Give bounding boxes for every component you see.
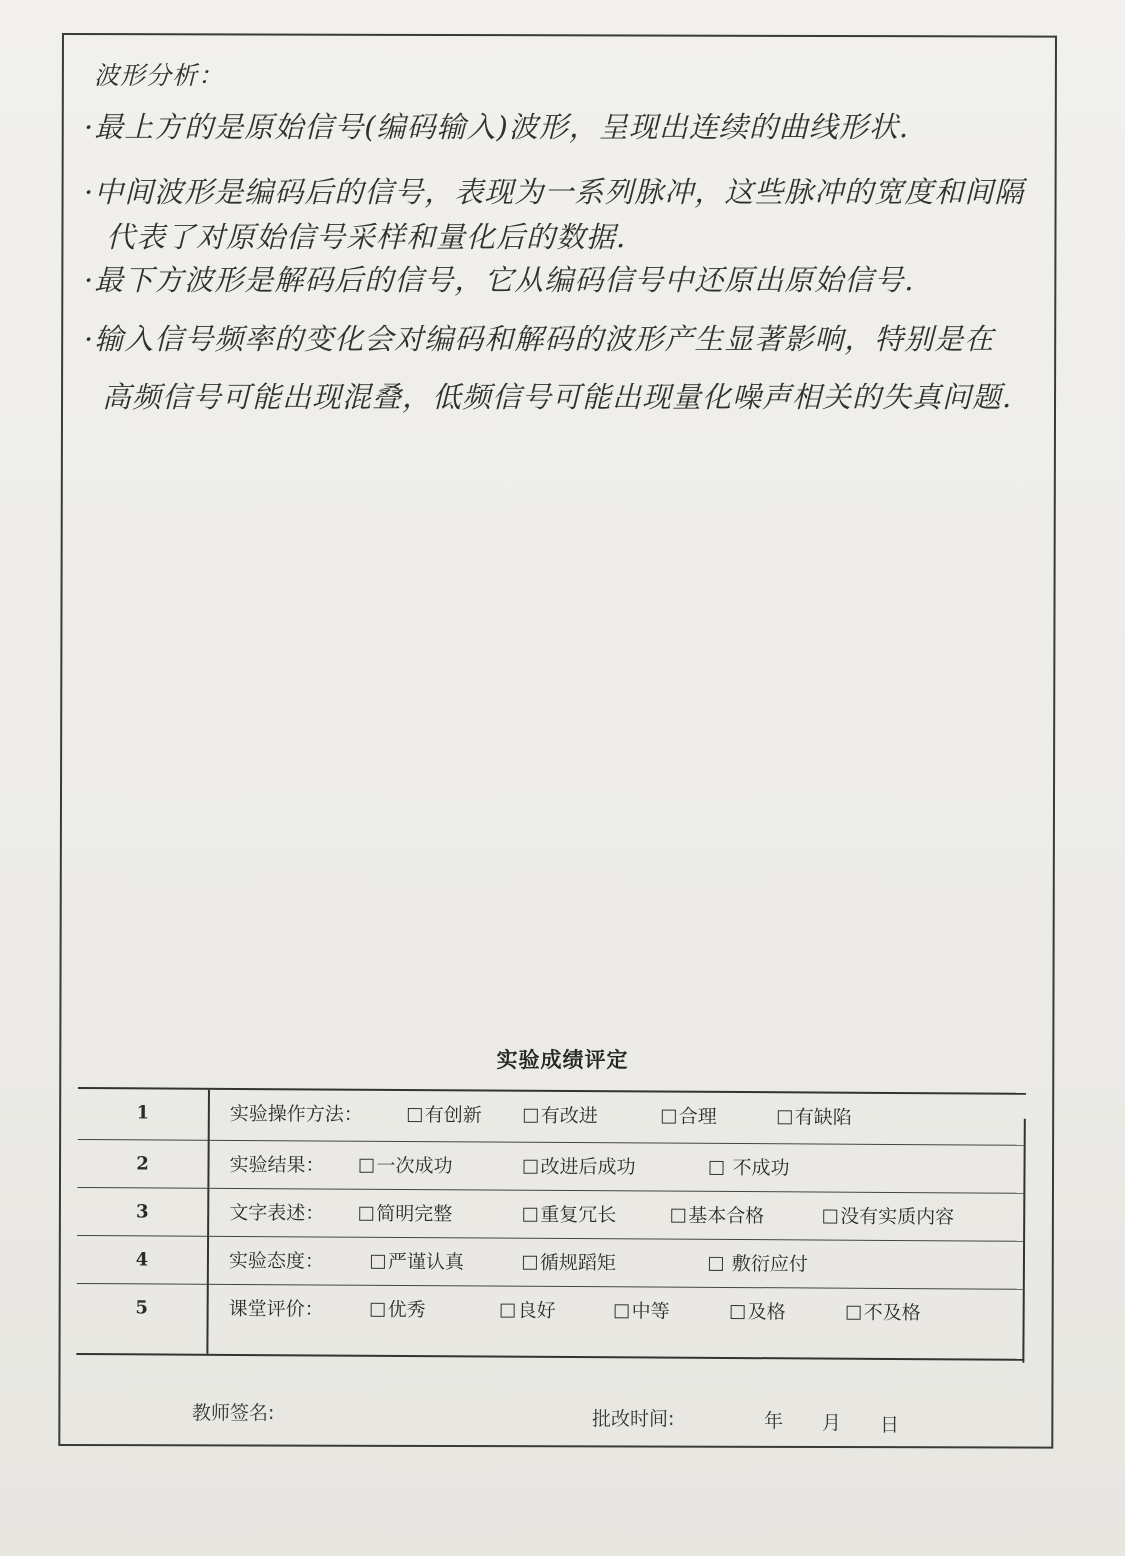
notes-line-4: ·最下方波形是解码后的信号，它从编码信号中还原出原始信号. (84, 263, 915, 297)
checkbox-option[interactable]: 严谨认真 (371, 1238, 464, 1287)
notes-line-6: 高频信号可能出现混叠，低频信号可能出现量化噪声相关的失真问题. (102, 380, 1013, 414)
checkbox-option[interactable]: 没有实质内容 (823, 1193, 954, 1242)
checkbox-option[interactable]: 有创新 (408, 1091, 482, 1139)
checkbox-icon[interactable] (847, 1306, 861, 1320)
checkbox-icon[interactable] (709, 1257, 723, 1271)
month-label: 月 (822, 1412, 842, 1434)
table-row (76, 1284, 1024, 1361)
checkbox-icon[interactable] (523, 1208, 537, 1222)
checkbox-icon[interactable] (371, 1255, 385, 1269)
checkbox-option[interactable]: 合理 (662, 1093, 717, 1141)
notes-line-3: 代表了对原始信号采样和量化后的数据. (106, 220, 627, 254)
checkbox-option[interactable]: 良好 (500, 1287, 555, 1335)
checkbox-option[interactable]: 有改进 (524, 1092, 598, 1140)
checkbox-icon[interactable] (359, 1207, 373, 1221)
row-number: 4 (135, 1249, 149, 1271)
row-label: 实验结果： (229, 1153, 325, 1177)
row-label: 实验态度： (228, 1249, 325, 1273)
checkbox-icon[interactable] (523, 1256, 537, 1270)
notes-line-1: ·最上方的是原始信号(编码输入)波形，呈现出连续的曲线形状. (84, 110, 910, 144)
table-row (77, 1188, 1025, 1242)
notes-line-2: ·中间波形是编码后的信号，表现为一系列脉冲，这些脉冲的宽度和间隔 (84, 175, 1025, 209)
checkbox-option[interactable]: 重复冗长 (523, 1191, 616, 1240)
checkbox-option[interactable]: 及格 (730, 1288, 785, 1336)
checkbox-icon[interactable] (778, 1110, 792, 1124)
checkbox-icon[interactable] (671, 1209, 685, 1223)
checkbox-option[interactable]: 一次成功 (359, 1142, 452, 1191)
row-label: 课堂评价： (228, 1297, 324, 1321)
checkbox-icon[interactable] (662, 1110, 676, 1124)
checkbox-option[interactable]: 基本合格 (671, 1192, 764, 1241)
checkbox-option[interactable]: 有缺陷 (778, 1093, 852, 1141)
checkbox-icon[interactable] (371, 1303, 385, 1317)
checkbox-icon[interactable] (823, 1210, 837, 1224)
table-row (77, 1140, 1025, 1194)
checkbox-icon[interactable] (731, 1305, 745, 1319)
evaluation-table (76, 1087, 1026, 1361)
checkbox-option[interactable]: 简明完整 (359, 1190, 452, 1239)
evaluation-title: 实验成绩评定 (496, 1048, 629, 1072)
row-number: 2 (136, 1153, 149, 1175)
row-label: 文字表述： (229, 1201, 325, 1225)
handwritten-notes (84, 55, 1054, 414)
row-number: 1 (136, 1102, 150, 1124)
checkbox-option[interactable]: 优秀 (370, 1286, 425, 1334)
checkbox-icon[interactable] (709, 1161, 723, 1175)
notes-title: 波形分析： (94, 61, 225, 90)
checkbox-icon[interactable] (359, 1159, 373, 1173)
notes-line-5: ·输入信号频率的变化会对编码和解码的波形产生显著影响，特别是在 (84, 322, 995, 356)
review-time-label: 批改时间: (592, 1408, 675, 1430)
table-row (77, 1236, 1025, 1290)
checkbox-icon[interactable] (523, 1160, 537, 1174)
year-label: 年 (764, 1410, 784, 1432)
checkbox-option[interactable]: 不成功 (709, 1144, 789, 1192)
checkbox-option[interactable]: 不及格 (846, 1289, 920, 1337)
table-row (78, 1089, 1026, 1146)
checkbox-option[interactable]: 中等 (614, 1287, 669, 1335)
checkbox-option[interactable]: 敷衍应付 (709, 1240, 808, 1289)
row-label: 实验操作方法： (229, 1102, 363, 1126)
day-label: 日 (880, 1414, 900, 1436)
checkbox-icon[interactable] (615, 1304, 629, 1318)
checkbox-icon[interactable] (524, 1109, 538, 1123)
checkbox-option[interactable]: 改进后成功 (523, 1143, 635, 1192)
row-number: 5 (135, 1297, 148, 1319)
checkbox-icon[interactable] (408, 1108, 422, 1122)
row-number: 3 (135, 1201, 149, 1223)
teacher-signature-label: 教师签名: (192, 1402, 275, 1424)
checkbox-icon[interactable] (501, 1304, 515, 1318)
checkbox-option[interactable]: 循规蹈矩 (523, 1239, 616, 1288)
